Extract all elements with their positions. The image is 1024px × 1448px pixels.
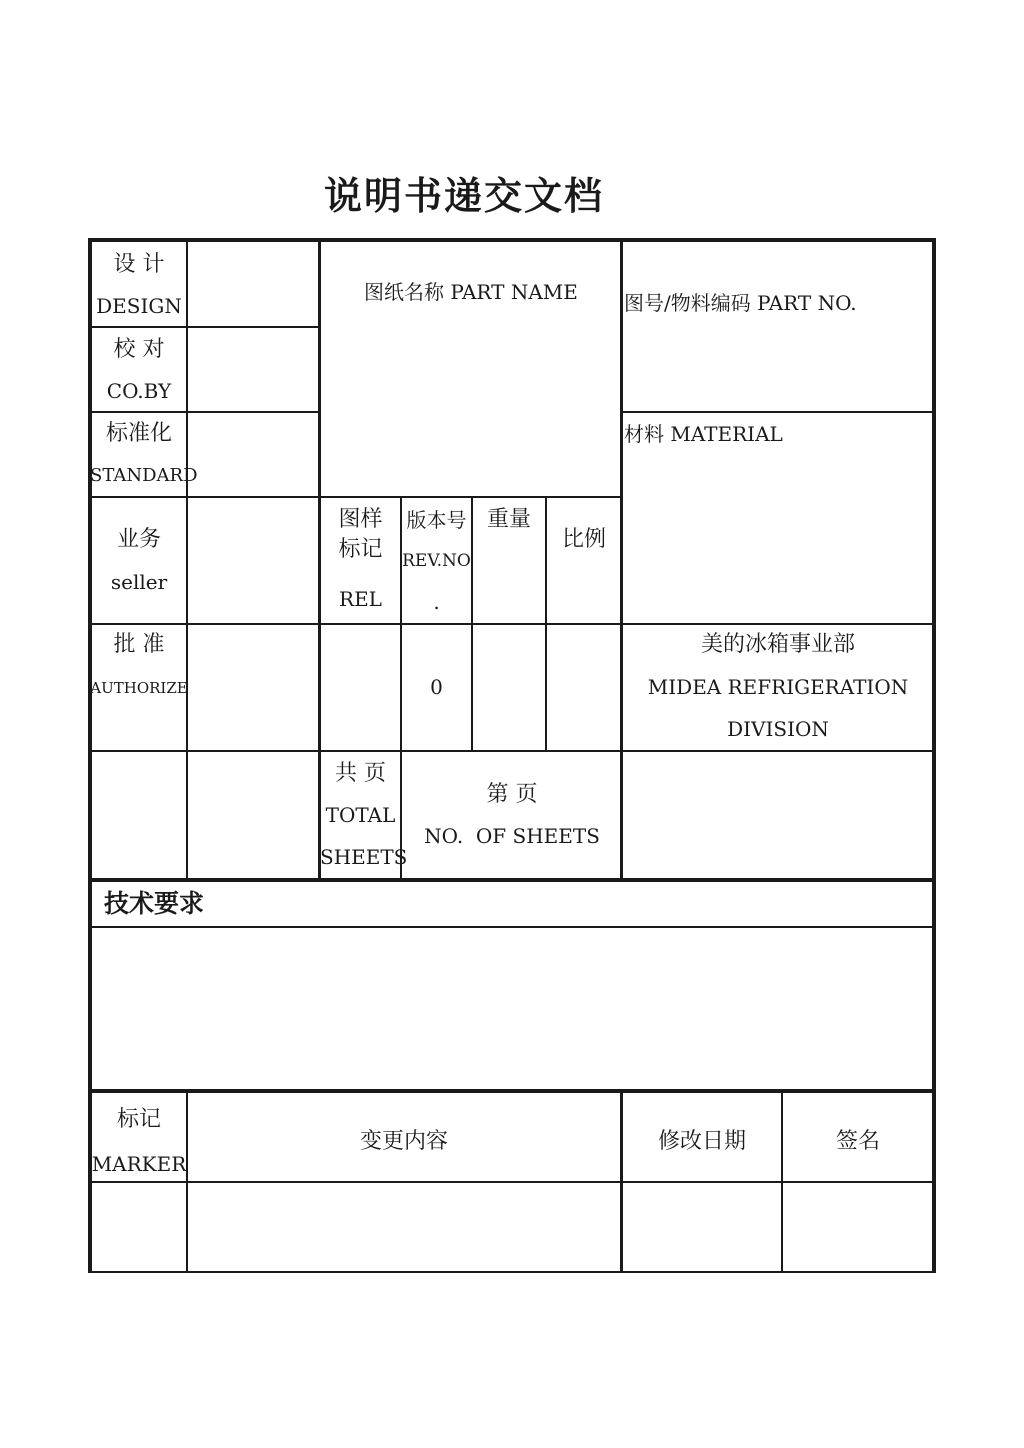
change-content-header: 变更内容	[359, 1129, 448, 1154]
marker-label-en: MARKER	[91, 1152, 187, 1176]
marker-label-cn: 标记	[116, 1107, 161, 1132]
company-name-en-2: DIVISION	[727, 717, 829, 741]
design-label-en: DESIGN	[96, 294, 182, 318]
rel-label-cn-1: 图样	[338, 507, 383, 532]
total-sheets-en-1: TOTAL	[325, 803, 396, 827]
signature-header: 签名	[835, 1129, 880, 1154]
line-h-tech-bottom	[90, 1089, 934, 1093]
modify-date-header: 修改日期	[657, 1129, 746, 1154]
line-h-authorize	[90, 750, 934, 752]
frame-right	[932, 238, 936, 1273]
check-label-en: CO.BY	[106, 379, 172, 403]
scale-label: 比例	[561, 527, 606, 552]
sheet-no-cn: 第 页	[486, 782, 538, 807]
line-h-seller	[90, 623, 934, 625]
company-name-cn: 美的冰箱事业部	[700, 632, 855, 657]
frame-top	[88, 238, 936, 242]
rev-label-cn: 版本号	[406, 508, 467, 532]
total-sheets-cn: 共 页	[335, 761, 386, 786]
standard-label-en: STANDARD	[90, 465, 198, 486]
line-v-left-label	[186, 240, 188, 880]
line-h-standard	[90, 496, 622, 498]
sheet-no-en: NO. OF SHEETS	[424, 824, 600, 848]
seller-label-cn: 业务	[116, 527, 161, 552]
design-label-cn: 设 计	[113, 252, 165, 277]
line-h-design	[90, 326, 320, 328]
seller-label-en: seller	[110, 570, 168, 594]
part-name-label: 图纸名称 PART NAME	[364, 280, 578, 304]
line-h-change-header	[90, 1181, 934, 1183]
line-v-change-2	[620, 1093, 623, 1273]
line-h-check	[90, 411, 320, 413]
weight-label: 重量	[486, 507, 531, 532]
part-no-label: 图号/物料编码 PART NO.	[624, 291, 857, 315]
rel-label-en: REL	[339, 587, 382, 611]
rev-label-en: REV.NO	[402, 551, 471, 571]
authorize-label-cn: 批 准	[113, 632, 165, 657]
rev-value: 0	[430, 675, 443, 699]
standard-label-cn: 标准化	[105, 421, 172, 446]
total-sheets-en-2: SHEETS	[320, 845, 408, 869]
frame-bottom	[88, 1271, 936, 1273]
line-h-tech-header	[90, 926, 934, 928]
tech-requirements-heading: 技术要求	[104, 889, 205, 918]
line-v-change-3	[781, 1093, 783, 1273]
company-name-en-1: MIDEA REFRIGERATION	[647, 675, 909, 699]
line-h-part-no	[622, 411, 934, 413]
authorize-label-en: AUTHORIZE	[90, 679, 188, 697]
rev-label-dot: .	[433, 590, 440, 614]
material-label: 材料 MATERIAL	[624, 422, 783, 446]
document-title: 说明书递交文档	[323, 174, 604, 218]
check-label-cn: 校 对	[113, 337, 165, 362]
line-h-titleblock-bottom	[90, 878, 934, 882]
rel-label-cn-2: 标记	[338, 537, 383, 562]
